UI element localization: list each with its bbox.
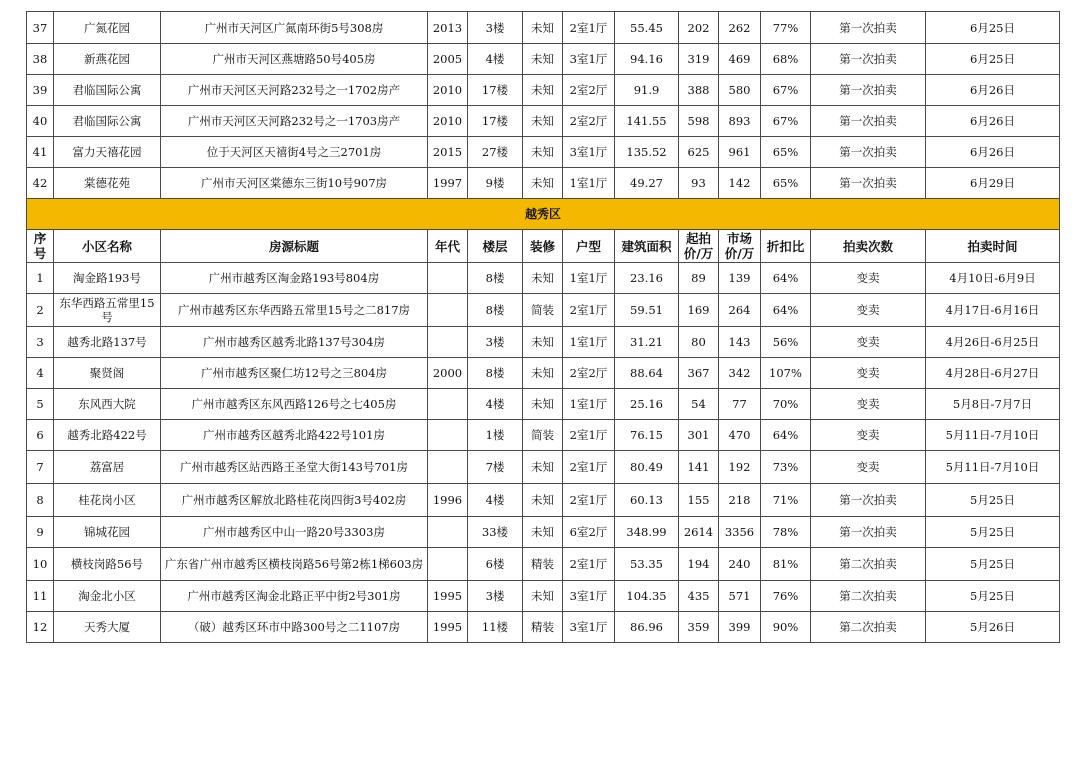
cell-title: 广州市越秀区站西路王圣堂大街143号701房 [161,451,428,484]
cell-year [428,294,468,327]
cell-start: 319 [679,44,719,75]
cell-title: 广州市越秀区聚仁坊12号之三804房 [161,358,428,389]
cell-year [428,420,468,451]
cell-layout: 2室2厅 [563,358,615,389]
cell-name: 君临国际公寓 [54,75,161,106]
table-row [27,12,1060,44]
cell-round: 变卖 [811,358,926,389]
district-title: 越秀区 [27,199,1060,230]
cell-round: 第一次拍卖 [811,137,926,168]
cell-decor: 未知 [523,451,563,484]
cell-start: 93 [679,168,719,199]
cell-round: 变卖 [811,420,926,451]
cell-floor: 3楼 [468,12,523,44]
cell-start: 367 [679,358,719,389]
cell-floor: 33楼 [468,517,523,548]
cell-market: 571 [719,581,761,612]
cell-floor: 3楼 [468,581,523,612]
cell-decor: 简装 [523,294,563,327]
cell-name: 荔富居 [54,451,161,484]
cell-time: 6月26日 [926,137,1060,168]
cell-start: 141 [679,451,719,484]
cell-area: 348.99 [615,517,679,548]
cell-time: 5月26日 [926,612,1060,643]
cell-start: 80 [679,327,719,358]
cell-floor: 1楼 [468,420,523,451]
cell-floor: 4楼 [468,484,523,517]
cell-layout: 2室1厅 [563,548,615,581]
cell-area: 55.45 [615,12,679,44]
cell-year: 2013 [428,12,468,44]
cell-title: 广州市越秀区东风西路126号之七405房 [161,389,428,420]
header-layout: 户型 [563,230,615,263]
cell-discount: 65% [761,168,811,199]
cell-round: 第二次拍卖 [811,612,926,643]
cell-market: 142 [719,168,761,199]
table-row [27,106,1060,137]
cell-time: 5月8日-7月7日 [926,389,1060,420]
cell-decor: 未知 [523,106,563,137]
cell-start: 169 [679,294,719,327]
cell-area: 104.35 [615,581,679,612]
table-row [27,358,1060,389]
cell-layout: 2室1厅 [563,420,615,451]
cell-floor: 8楼 [468,358,523,389]
cell-floor: 3楼 [468,327,523,358]
cell-time: 4月26日-6月25日 [926,327,1060,358]
cell-no: 12 [27,612,54,643]
cell-discount: 90% [761,612,811,643]
cell-time: 5月11日-7月10日 [926,451,1060,484]
cell-round: 第二次拍卖 [811,548,926,581]
cell-time: 5月25日 [926,548,1060,581]
yuexiu-section [27,263,1060,643]
header-time: 拍卖时间 [926,230,1060,263]
cell-market: 264 [719,294,761,327]
cell-discount: 77% [761,12,811,44]
cell-name: 锦城花园 [54,517,161,548]
table-row [27,44,1060,75]
cell-floor: 8楼 [468,263,523,294]
cell-market: 470 [719,420,761,451]
cell-round: 变卖 [811,389,926,420]
cell-discount: 81% [761,548,811,581]
cell-area: 88.64 [615,358,679,389]
cell-start: 388 [679,75,719,106]
cell-no: 42 [27,168,54,199]
cell-decor: 未知 [523,484,563,517]
cell-no: 8 [27,484,54,517]
cell-name: 天秀大厦 [54,612,161,643]
cell-no: 39 [27,75,54,106]
cell-no: 7 [27,451,54,484]
cell-title: 广东省广州市越秀区横枝岗路56号第2栋1梯603房 [161,548,428,581]
cell-floor: 4楼 [468,389,523,420]
cell-no: 41 [27,137,54,168]
cell-floor: 4楼 [468,44,523,75]
cell-start: 359 [679,612,719,643]
cell-decor: 未知 [523,358,563,389]
cell-year [428,263,468,294]
cell-no: 37 [27,12,54,44]
cell-title: 广州市天河区天河路232号之一1703房产 [161,106,428,137]
cell-round: 第一次拍卖 [811,12,926,44]
cell-floor: 9楼 [468,168,523,199]
cell-start: 2614 [679,517,719,548]
cell-discount: 71% [761,484,811,517]
cell-layout: 2室1厅 [563,12,615,44]
cell-name: 越秀北路422号 [54,420,161,451]
header-start-price: 起拍价/万 [679,230,719,263]
cell-no: 9 [27,517,54,548]
cell-decor: 未知 [523,12,563,44]
cell-market: 580 [719,75,761,106]
cell-layout: 3室1厅 [563,581,615,612]
cell-decor: 未知 [523,75,563,106]
cell-round: 第一次拍卖 [811,75,926,106]
cell-name: 新燕花园 [54,44,161,75]
cell-year: 1996 [428,484,468,517]
cell-decor: 简装 [523,420,563,451]
cell-layout: 1室1厅 [563,327,615,358]
cell-time: 5月25日 [926,484,1060,517]
cell-time: 6月29日 [926,168,1060,199]
cell-floor: 8楼 [468,294,523,327]
header-no: 序号 [27,230,54,263]
cell-no: 1 [27,263,54,294]
cell-layout: 3室1厅 [563,612,615,643]
cell-start: 301 [679,420,719,451]
cell-name: 横枝岗路56号 [54,548,161,581]
cell-layout: 1室1厅 [563,389,615,420]
cell-time: 6月25日 [926,12,1060,44]
cell-layout: 1室1厅 [563,168,615,199]
cell-floor: 27楼 [468,137,523,168]
cell-market: 77 [719,389,761,420]
cell-start: 625 [679,137,719,168]
cell-start: 202 [679,12,719,44]
cell-market: 469 [719,44,761,75]
cell-discount: 68% [761,44,811,75]
cell-area: 23.16 [615,263,679,294]
cell-market: 342 [719,358,761,389]
cell-time: 5月25日 [926,581,1060,612]
cell-market: 192 [719,451,761,484]
cell-layout: 2室1厅 [563,484,615,517]
cell-area: 135.52 [615,137,679,168]
cell-area: 76.15 [615,420,679,451]
cell-area: 59.51 [615,294,679,327]
cell-title: （破）越秀区环市中路300号之二1107房 [161,612,428,643]
cell-start: 598 [679,106,719,137]
cell-name: 富力天禧花园 [54,137,161,168]
cell-time: 5月25日 [926,517,1060,548]
cell-discount: 64% [761,263,811,294]
cell-year [428,451,468,484]
cell-title: 广州市越秀区越秀北路137号304房 [161,327,428,358]
cell-round: 变卖 [811,294,926,327]
cell-time: 4月10日-6月9日 [926,263,1060,294]
auction-listing-sheet [26,11,1060,643]
cell-discount: 76% [761,581,811,612]
cell-discount: 64% [761,294,811,327]
cell-name: 越秀北路137号 [54,327,161,358]
cell-discount: 67% [761,75,811,106]
table-row [27,612,1060,643]
cell-round: 第一次拍卖 [811,168,926,199]
cell-area: 49.27 [615,168,679,199]
cell-round: 第二次拍卖 [811,581,926,612]
cell-area: 31.21 [615,327,679,358]
cell-decor: 未知 [523,581,563,612]
cell-title: 广州市越秀区淘金路193号804房 [161,263,428,294]
cell-title: 广州市越秀区越秀北路422号101房 [161,420,428,451]
header-year: 年代 [428,230,468,263]
cell-market: 893 [719,106,761,137]
cell-discount: 73% [761,451,811,484]
cell-name: 淘金路193号 [54,263,161,294]
cell-market: 262 [719,12,761,44]
cell-title: 广州市越秀区东华西路五常里15号之二817房 [161,294,428,327]
cell-round: 变卖 [811,451,926,484]
cell-layout: 2室1厅 [563,294,615,327]
cell-time: 6月25日 [926,44,1060,75]
cell-no: 40 [27,106,54,137]
cell-market: 143 [719,327,761,358]
cell-market: 218 [719,484,761,517]
cell-layout: 6室2厅 [563,517,615,548]
cell-name: 棠德花苑 [54,168,161,199]
cell-no: 6 [27,420,54,451]
cell-market: 961 [719,137,761,168]
cell-layout: 3室1厅 [563,44,615,75]
cell-name: 东风西大院 [54,389,161,420]
cell-round: 第一次拍卖 [811,484,926,517]
cell-no: 11 [27,581,54,612]
cell-area: 91.9 [615,75,679,106]
cell-discount: 65% [761,137,811,168]
header-discount: 折扣比 [761,230,811,263]
cell-floor: 11楼 [468,612,523,643]
cell-year: 1997 [428,168,468,199]
property-auction-table [26,11,1060,643]
cell-decor: 未知 [523,44,563,75]
cell-name: 广氮花园 [54,12,161,44]
cell-start: 435 [679,581,719,612]
cell-round: 第一次拍卖 [811,44,926,75]
cell-year: 2010 [428,75,468,106]
cell-year [428,327,468,358]
cell-year: 2005 [428,44,468,75]
cell-time: 5月11日-7月10日 [926,420,1060,451]
cell-area: 86.96 [615,612,679,643]
header-floor: 楼层 [468,230,523,263]
cell-year [428,389,468,420]
cell-title: 广州市天河区天河路232号之一1702房产 [161,75,428,106]
cell-layout: 2室2厅 [563,75,615,106]
cell-area: 25.16 [615,389,679,420]
table-row [27,137,1060,168]
cell-title: 广州市越秀区淘金北路正平中街2号301房 [161,581,428,612]
cell-area: 80.49 [615,451,679,484]
cell-floor: 17楼 [468,106,523,137]
cell-no: 5 [27,389,54,420]
header-name: 小区名称 [54,230,161,263]
cell-market: 240 [719,548,761,581]
cell-round: 第一次拍卖 [811,517,926,548]
cell-start: 155 [679,484,719,517]
cell-start: 54 [679,389,719,420]
cell-floor: 6楼 [468,548,523,581]
cell-no: 4 [27,358,54,389]
cell-decor: 未知 [523,137,563,168]
cell-title: 广州市越秀区中山一路20号3303房 [161,517,428,548]
cell-year [428,517,468,548]
cell-name: 君临国际公寓 [54,106,161,137]
table-row [27,548,1060,581]
cell-discount: 107% [761,358,811,389]
header-area: 建筑面积 [615,230,679,263]
table-row [27,294,1060,327]
cell-area: 94.16 [615,44,679,75]
cell-time: 4月17日-6月16日 [926,294,1060,327]
cell-round: 变卖 [811,263,926,294]
cell-decor: 未知 [523,263,563,294]
cell-title: 位于天河区天禧街4号之三2701房 [161,137,428,168]
header-title: 房源标题 [161,230,428,263]
cell-time: 4月28日-6月27日 [926,358,1060,389]
cell-floor: 7楼 [468,451,523,484]
cell-name: 淘金北小区 [54,581,161,612]
cell-year: 2015 [428,137,468,168]
cell-layout: 3室1厅 [563,137,615,168]
cell-discount: 64% [761,420,811,451]
cell-discount: 67% [761,106,811,137]
cell-decor: 精装 [523,612,563,643]
table-row [27,420,1060,451]
cell-year: 1995 [428,581,468,612]
cell-discount: 78% [761,517,811,548]
cell-name: 聚贤阁 [54,358,161,389]
cell-no: 10 [27,548,54,581]
table-row [27,263,1060,294]
cell-decor: 未知 [523,327,563,358]
cell-decor: 未知 [523,168,563,199]
header-market-price: 市场价/万 [719,230,761,263]
table-row [27,75,1060,106]
cell-market: 139 [719,263,761,294]
cell-start: 89 [679,263,719,294]
cell-discount: 70% [761,389,811,420]
cell-name: 东华西路五常里15号 [54,294,161,327]
cell-name: 桂花岗小区 [54,484,161,517]
cell-area: 53.35 [615,548,679,581]
cell-year: 2010 [428,106,468,137]
yuexiu-section-header [27,199,1060,263]
cell-time: 6月26日 [926,106,1060,137]
cell-title: 广州市天河区广氮南环街5号308房 [161,12,428,44]
cell-layout: 2室1厅 [563,451,615,484]
table-row [27,484,1060,517]
cell-title: 广州市天河区燕塘路50号405房 [161,44,428,75]
cell-round: 变卖 [811,327,926,358]
cell-year [428,548,468,581]
cell-decor: 未知 [523,389,563,420]
cell-layout: 2室2厅 [563,106,615,137]
cell-area: 141.55 [615,106,679,137]
cell-year: 1995 [428,612,468,643]
cell-market: 399 [719,612,761,643]
cell-market: 3356 [719,517,761,548]
cell-discount: 56% [761,327,811,358]
cell-year: 2000 [428,358,468,389]
column-header-row [27,230,1060,263]
cell-no: 3 [27,327,54,358]
table-row [27,451,1060,484]
cell-title: 广州市越秀区解放北路桂花岗四街3号402房 [161,484,428,517]
cell-title: 广州市天河区棠德东三街10号907房 [161,168,428,199]
cell-time: 6月26日 [926,75,1060,106]
table-row [27,389,1060,420]
cell-round: 第一次拍卖 [811,106,926,137]
table-row [27,327,1060,358]
cell-decor: 未知 [523,517,563,548]
tianhe-section [27,12,1060,199]
cell-layout: 1室1厅 [563,263,615,294]
header-round: 拍卖次数 [811,230,926,263]
table-row [27,517,1060,548]
cell-decor: 精装 [523,548,563,581]
cell-no: 2 [27,294,54,327]
cell-area: 60.13 [615,484,679,517]
header-decor: 装修 [523,230,563,263]
table-row [27,581,1060,612]
table-row [27,168,1060,199]
cell-floor: 17楼 [468,75,523,106]
cell-start: 194 [679,548,719,581]
cell-no: 38 [27,44,54,75]
